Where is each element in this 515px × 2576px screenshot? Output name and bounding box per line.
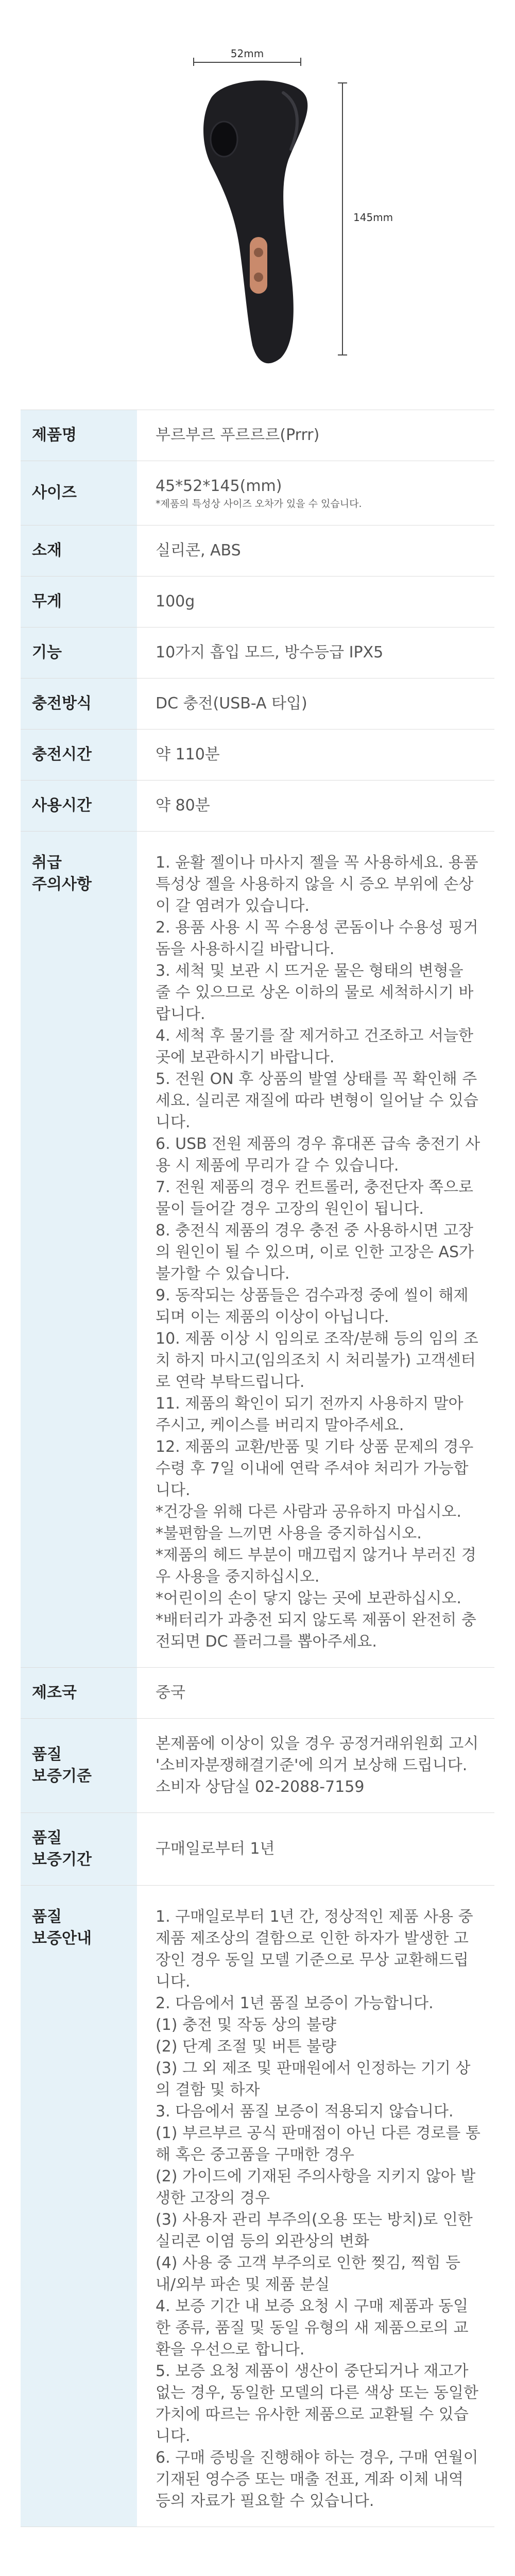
spec-label-origin: 제조국 xyxy=(21,1668,137,1719)
spec-row-caution xyxy=(21,832,494,1668)
warranty-item: (4) 사용 중 고객 부주의로 인한 찢김, 찍힘 등 내/외부 파손 및 제품 분실 xyxy=(156,2254,460,2294)
spec-label-name: 제품명 xyxy=(21,410,137,461)
spec-value-weight: 100g xyxy=(156,592,195,611)
warranty-item: 6. 구매 증빙을 진행해야 하는 경우, 구매 연월이 기재된 영수증 또는 매출 전표, 계좌 이체 내역 등의 자료가 필요할 수 있습니다. xyxy=(156,2449,478,2510)
suction-opening xyxy=(211,122,237,157)
spec-value-charge-time: 약 110분 xyxy=(156,745,220,764)
spec-label-weight: 무게 xyxy=(21,577,137,628)
width-tick-left xyxy=(193,58,194,66)
spec-value-use-time: 약 80분 xyxy=(156,796,210,815)
control-button-bottom xyxy=(254,273,263,282)
control-panel xyxy=(250,237,267,294)
caution-item: *건강을 위해 다른 사람과 공유하지 마십시오. xyxy=(156,1503,461,1521)
warranty-item: 1. 구매일로부터 1년 간, 정상적인 제품 사용 중 제품 제조상의 결함으로 인한 하자가 발생한 고장인 경우 동일 모델 기준으로 무상 교환해드립니다. xyxy=(156,1908,473,1991)
spec-row-charge-time xyxy=(21,730,494,781)
caution-item: 11. 제품의 확인이 되기 전까지 사용하지 말아 주시고, 케이스를 버리지 말아주세요. xyxy=(156,1395,464,1434)
spec-row-warranty-period xyxy=(21,1813,494,1886)
spec-value-material: 실리콘, ABS xyxy=(156,541,241,560)
size-value: 45*52*145(mm) xyxy=(156,477,282,495)
warranty-item: 4. 보증 기간 내 보증 요청 시 구매 제품과 동일한 종류, 품질 및 동일 유형의 새 제품으로의 교환을 우선으로 합니다. xyxy=(156,2297,469,2359)
warranty-item: (1) 충전 및 작동 상의 불량 xyxy=(156,2016,336,2034)
warranty-item: (1) 부르부르 공식 판매점이 아닌 다른 경로를 통해 혹은 중고품을 구매한 경우 xyxy=(156,2124,480,2164)
spec-label-caution: 취급 주의사항 xyxy=(21,832,137,1668)
width-dimension xyxy=(193,47,301,67)
spec-label-use-time: 사용시간 xyxy=(21,781,137,832)
spec-label-function: 기능 xyxy=(21,628,137,679)
spec-value-size xyxy=(137,461,494,526)
warranty-item: (2) 단계 조절 및 버튼 불량 xyxy=(156,2038,336,2056)
caution-item: 6. USB 전원 제품의 경우 휴대폰 급속 충전기 사용 시 제품에 무리가 갈 수 있습니다. xyxy=(156,1135,480,1175)
height-label: 145mm xyxy=(353,211,393,224)
spec-row-size xyxy=(21,461,494,526)
spec-label-size: 사이즈 xyxy=(21,461,137,526)
quality-standard-line: 본제품에 이상이 있을 경우 공정거래위원회 고시 '소비자분쟁해결기준'에 의거 보상해 드립니다. xyxy=(156,1735,479,1774)
warranty-item: 5. 보증 요청 제품이 생산이 중단되거나 재고가 없는 경우, 동일한 모델의 다른 색상 또는 동일한 가치에 따르는 유사한 제품으로 교환될 수 있습니다. xyxy=(156,2362,478,2445)
warranty-item: (2) 가이드에 기재된 주의사항을 지키지 않아 발생한 고장의 경우 xyxy=(156,2167,476,2207)
spec-value-warranty-period: 구매일로부터 1년 xyxy=(156,1840,275,1858)
caution-item: *불편함을 느끼면 사용을 중지하십시오. xyxy=(156,1524,422,1543)
spec-row-use-time xyxy=(21,781,494,832)
height-tick-bottom xyxy=(338,354,347,355)
width-label: 52mm xyxy=(230,47,264,60)
spec-value-charging: DC 충전(USB-A 타입) xyxy=(156,694,307,713)
spec-value-function: 10가지 흡입 모드, 방수등급 IPX5 xyxy=(156,643,384,662)
caution-item: *제품의 헤드 부분이 매끄럽지 않거나 부러진 경우 사용을 중지하십시오. xyxy=(156,1546,476,1586)
spec-label-material: 소재 xyxy=(21,526,137,577)
spec-value-origin: 중국 xyxy=(156,1684,185,1702)
control-button-top xyxy=(254,248,263,257)
warranty-item: (3) 사용자 관리 부주의(오용 또는 방치)로 인한 실리콘 이염 등의 외관상의 변화 xyxy=(156,2211,473,2250)
warranty-item: 2. 다음에서 1년 품질 보증이 가능합니다. xyxy=(156,1994,434,2012)
size-note: *제품의 특성상 사이즈 오차가 있을 수 있습니다. xyxy=(156,498,362,510)
spec-value-warranty-info xyxy=(137,1886,494,2527)
spec-row-weight xyxy=(21,577,494,628)
caution-item: 12. 제품의 교환/반품 및 기타 상품 문제의 경우 수령 후 7일 이내에 연락 주셔야 처리가 가능합니다. xyxy=(156,1438,474,1499)
caution-item: 7. 전원 제품의 경우 컨트롤러, 충전단자 쪽으로 물이 들어갈 경우 고장의 원인이 됩니다. xyxy=(156,1178,474,1218)
spec-label-charge-time: 충전시간 xyxy=(21,730,137,781)
width-dimension-line xyxy=(193,62,301,63)
height-dimension xyxy=(335,82,393,355)
spec-row-function xyxy=(21,628,494,679)
caution-item: *어린이의 손이 닿지 않는 곳에 보관하십시오. xyxy=(156,1589,461,1607)
warranty-item: 3. 다음에서 품질 보증이 적용되지 않습니다. xyxy=(156,2103,454,2121)
spec-row-material xyxy=(21,526,494,577)
spec-row-warranty-info xyxy=(21,1886,494,2527)
spec-row-name xyxy=(21,410,494,461)
spec-label-warranty-period: 품질 보증기간 xyxy=(21,1813,137,1886)
caution-item: 3. 세척 및 보관 시 뜨거운 물은 형태의 변형을 줄 수 있으므로 상온 이하의 물로 세척하시기 바랍니다. xyxy=(156,962,474,1023)
spec-value-name: 부르부르 푸르르르(Prrr) xyxy=(156,426,320,444)
height-tick-top xyxy=(338,82,347,83)
caution-item: 1. 윤활 젤이나 마사지 젤을 꼭 사용하세요. 용품 특성상 젤을 사용하지 않을 시 증오 부위에 손상이 갈 염려가 있습니다. xyxy=(156,854,478,915)
caution-item: *배터리가 과충전 되지 않도록 제품이 완전히 충전되면 DC 플러그를 뽑아주세요. xyxy=(156,1611,476,1651)
spec-row-origin xyxy=(21,1668,494,1719)
caution-item: 9. 동작되는 상품들은 검수과정 중에 씰이 해제되며 이는 제품의 이상이 아닙니다. xyxy=(156,1286,469,1326)
spec-row-charging xyxy=(21,679,494,730)
caution-item: 4. 세척 후 물기를 잘 제거하고 건조하고 서늘한 곳에 보관하시기 바랍니다. xyxy=(156,1027,474,1066)
product-image xyxy=(196,77,319,366)
spec-label-quality-standard: 품질 보증기준 xyxy=(21,1719,137,1813)
caution-item: 10. 제품 이상 시 임의로 조작/분해 등의 임의 조치 하지 마시고(임의조치 시 처리불가) 고객센터로 연락 부탁드립니다. xyxy=(156,1330,478,1391)
width-tick-right xyxy=(300,58,301,66)
spec-value-quality-standard xyxy=(137,1719,494,1813)
spec-label-charging: 충전방식 xyxy=(21,679,137,730)
height-dimension-line xyxy=(342,82,343,355)
spec-row-quality-standard xyxy=(21,1719,494,1813)
spec-table xyxy=(21,410,494,2527)
customer-center-phone: 소비자 상담실 02-2088-7159 xyxy=(156,1778,365,1796)
spec-label-warranty-info: 품질 보증안내 xyxy=(21,1886,137,2527)
warranty-item: (3) 그 외 제조 및 판매원에서 인정하는 기기 상의 결함 및 하자 xyxy=(156,2059,471,2099)
caution-item: 5. 전원 ON 후 상품의 발열 상태를 꼭 확인해 주세요. 실리콘 재질에 따라 변형이 일어날 수 있습니다. xyxy=(156,1070,478,1131)
caution-item: 8. 충전식 제품의 경우 충전 중 사용하시면 고장의 원인이 될 수 있으며, 이로 인한 고장은 AS가 불가할 수 있습니다. xyxy=(156,1222,474,1283)
caution-item: 2. 용품 사용 시 꼭 수용성 콘돔이나 수용성 핑거돔을 사용하시길 바랍니다. xyxy=(156,919,478,958)
spec-value-caution xyxy=(137,832,494,1668)
product-figure xyxy=(0,0,515,392)
